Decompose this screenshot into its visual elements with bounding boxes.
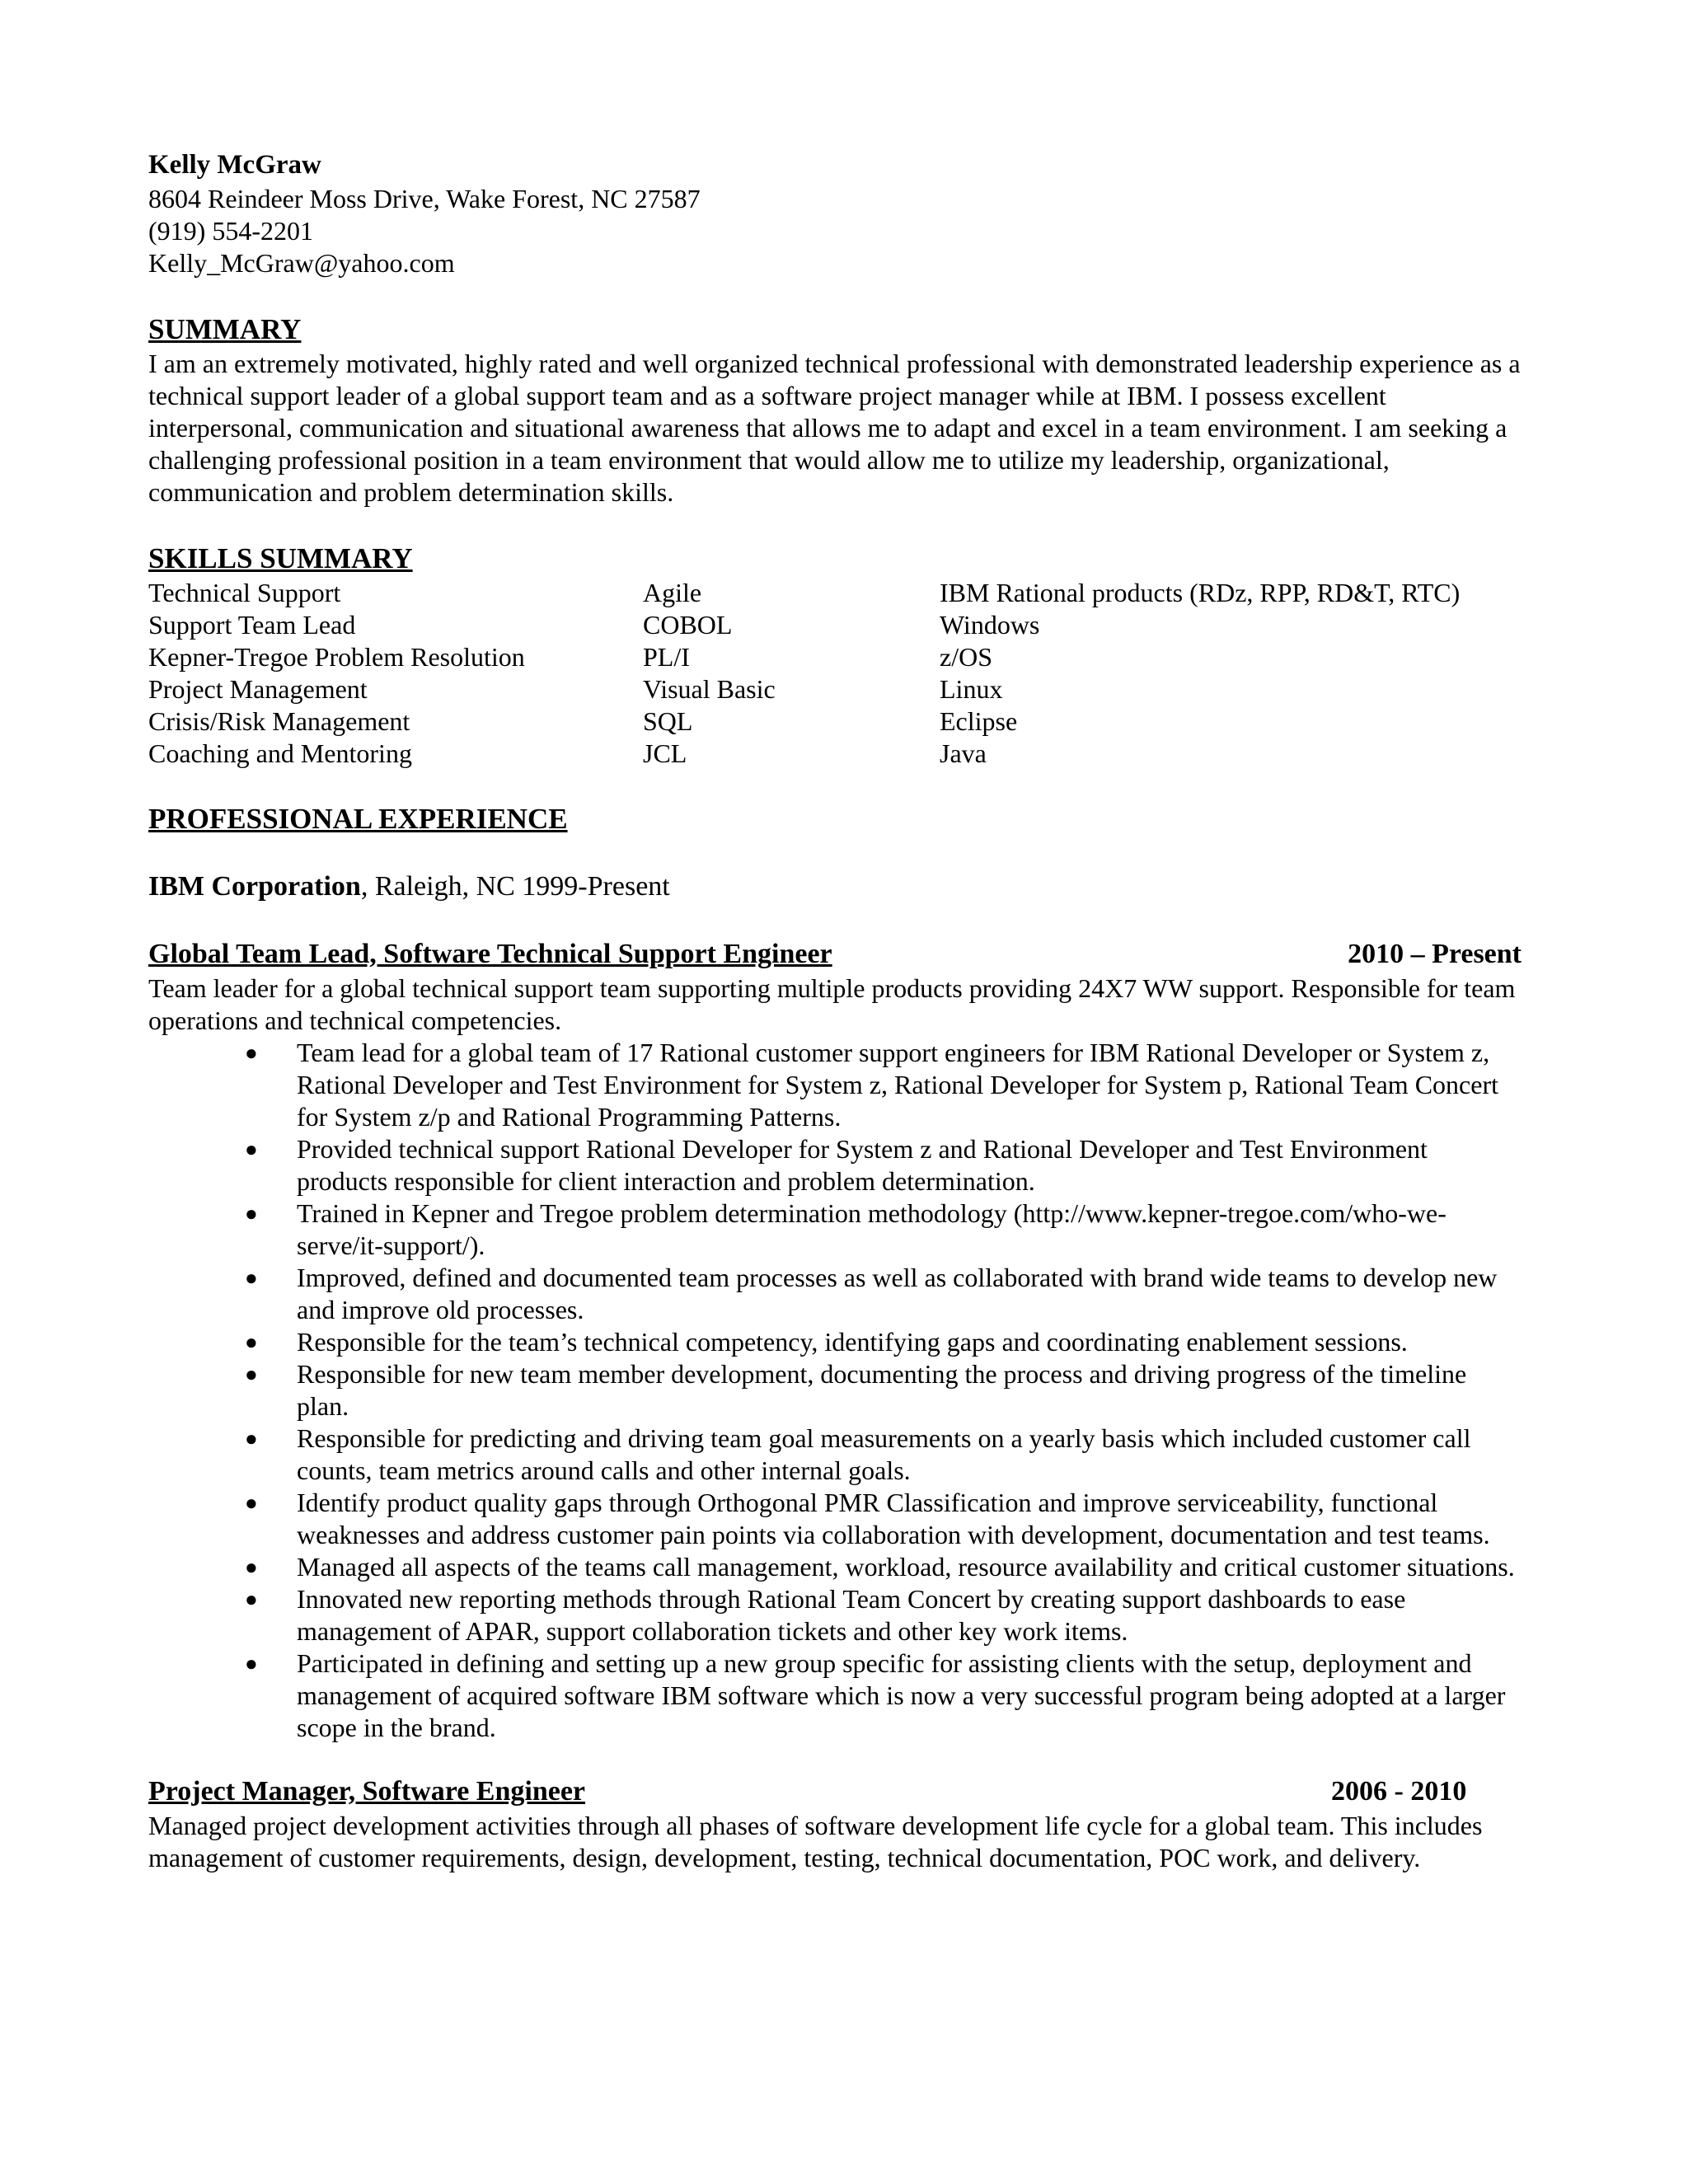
bullet-dot-icon: ● (245, 1041, 258, 1065)
bullet-text: Responsible for new team member development, documenting the process and driving progress of the timeline plan. (297, 1359, 1467, 1421)
skill-cell: Crisis/Risk Management (148, 706, 410, 736)
job-bullet (245, 1583, 1533, 1647)
job-bullet (245, 1197, 1533, 1262)
job-bullet (245, 1037, 1533, 1133)
skill-cell: Technical Support (148, 578, 341, 607)
bullet-dot-icon: ● (245, 1491, 258, 1515)
bullet-text: Responsible for the team’s technical competency, identifying gaps and coordinating enablement sessions. (297, 1327, 1408, 1357)
skill-cell: Kepner-Tregoe Problem Resolution (148, 642, 525, 672)
skills-table (148, 577, 1460, 770)
summary-heading: SUMMARY (148, 313, 302, 345)
skills-row (148, 609, 1460, 641)
company-line (148, 869, 1533, 905)
job-bullet (245, 1262, 1533, 1326)
job-bullet (245, 1133, 1533, 1197)
skill-cell: Visual Basic (643, 674, 776, 704)
skill-cell: Agile (643, 578, 702, 607)
skill-cell: SQL (643, 706, 693, 736)
skill-cell: JCL (643, 738, 687, 768)
job-entry (148, 1774, 1533, 1874)
email: Kelly_McGraw@yahoo.com (148, 248, 455, 278)
bullet-dot-icon: ● (245, 1362, 258, 1386)
bullet-dot-icon: ● (245, 1427, 258, 1451)
skill-cell: Project Management (148, 674, 368, 704)
skill-cell: Linux (940, 674, 1003, 704)
bullet-dot-icon: ● (245, 1137, 258, 1161)
skill-cell: Windows (940, 610, 1040, 640)
summary-text: I am an extremely motivated, highly rated and well organized technical professional with demonstrated leadership experience as a technical support leader of a global support team and as a software project manager while at IBM. I possess excellent interpersonal, communication and situational awareness that allows me to adapt and excel in a team environment. I am seeking a challenging professional position in a team environment that would allow me to utilize my leadership, organizational, communication and problem determination skills. (148, 349, 1521, 507)
contact-block (148, 147, 1533, 279)
bullet-text: Team lead for a global team of 17 Rational customer support engineers for IBM Rational Developer or System z, Rational Developer and Test Environment for System z, Rational Developer for System p, Rational Team Concert for System z/p and Rational Programming Patterns. (297, 1038, 1498, 1132)
skills-row (148, 641, 1460, 673)
bullet-dot-icon: ● (245, 1330, 258, 1354)
bullet-text: Improved, defined and documented team processes as well as collaborated with brand wide teams to develop new and improve old processes. (297, 1263, 1498, 1324)
bullet-dot-icon: ● (245, 1652, 258, 1675)
skill-cell: PL/I (643, 642, 690, 672)
job-description: Team leader for a global technical support team supporting multiple products providing 24X7 WW support. Responsible for team operations and technical competencies. (148, 973, 1516, 1035)
skill-cell: Support Team Lead (148, 610, 356, 640)
skill-cell: COBOL (643, 610, 733, 640)
bullet-dot-icon: ● (245, 1202, 258, 1226)
job-bullet (245, 1487, 1533, 1551)
job-dates: 2006 - 2010 (1331, 1776, 1467, 1807)
skills-heading: SKILLS SUMMARY (148, 542, 413, 574)
candidate-name: Kelly McGraw (148, 150, 321, 180)
skill-cell: z/OS (940, 642, 992, 672)
job-entry (148, 936, 1533, 1744)
job-bullet (245, 1647, 1533, 1744)
bullet-text: Provided technical support Rational Developer for System z and Rational Developer and Test Environment products responsible for client interaction and problem determination. (297, 1134, 1428, 1196)
job-bullet (245, 1326, 1533, 1358)
job-bullet (245, 1422, 1533, 1487)
bullet-text: Managed all aspects of the teams call management, workload, resource availability and critical customer situations. (297, 1552, 1515, 1582)
skills-row (148, 705, 1460, 738)
job-header (148, 1774, 1533, 1810)
job-bullet-list (148, 1037, 1533, 1744)
job-bullet (245, 1551, 1533, 1583)
bullet-text: Participated in defining and setting up a new group specific for assisting clients with the setup, deployment and management of acquired software IBM software which is now a very successful program being adopted at a larger scope in the brand. (297, 1648, 1506, 1742)
company-location-dates: , Raleigh, NC 1999-Present (360, 871, 670, 902)
bullet-dot-icon: ● (245, 1555, 258, 1579)
bullet-text: Trained in Kepner and Tregoe problem determination methodology (http://www.kepner-tregoe.com/who-we-serve/it-support/). (297, 1198, 1447, 1260)
job-title: Project Manager, Software Engineer (148, 1776, 586, 1807)
skill-cell: Coaching and Mentoring (148, 738, 412, 768)
skills-row (148, 673, 1460, 705)
phone: (919) 554-2201 (148, 216, 313, 246)
bullet-text: Identify product quality gaps through Orthogonal PMR Classification and improve serviceability, functional weaknesses and address customer pain points via collaboration with development, documentation and test teams. (297, 1488, 1490, 1549)
bullet-dot-icon: ● (245, 1587, 258, 1611)
skills-row (148, 577, 1460, 609)
job-title: Global Team Lead, Software Technical Support Engineer (148, 939, 832, 969)
job-header (148, 936, 1533, 972)
skill-cell: Java (940, 738, 987, 768)
job-dates: 2010 – Present (1348, 939, 1522, 969)
job-bullet (245, 1358, 1533, 1422)
company-name: IBM Corporation (148, 871, 361, 902)
skill-cell: IBM Rational products (RDz, RPP, RD&T, RTC) (940, 578, 1461, 607)
skills-row (148, 738, 1460, 770)
job-description: Managed project development activities through all phases of software development life cycle for a global team. This includes management of customer requirements, design, development, testing, technical documentation, POC work, and delivery. (148, 1811, 1483, 1872)
address: 8604 Reindeer Moss Drive, Wake Forest, NC 27587 (148, 184, 701, 213)
bullet-dot-icon: ● (245, 1266, 258, 1290)
resume-page (148, 147, 1533, 1874)
skill-cell: Eclipse (940, 706, 1018, 736)
experience-heading: PROFESSIONAL EXPERIENCE (148, 803, 568, 835)
bullet-text: Innovated new reporting methods through Rational Team Concert by creating support dashboards to ease management of APAR, support collaboration tickets and other key work items. (297, 1584, 1406, 1646)
bullet-text: Responsible for predicting and driving team goal measurements on a yearly basis which included customer call counts, team metrics around calls and other internal goals. (297, 1423, 1471, 1485)
